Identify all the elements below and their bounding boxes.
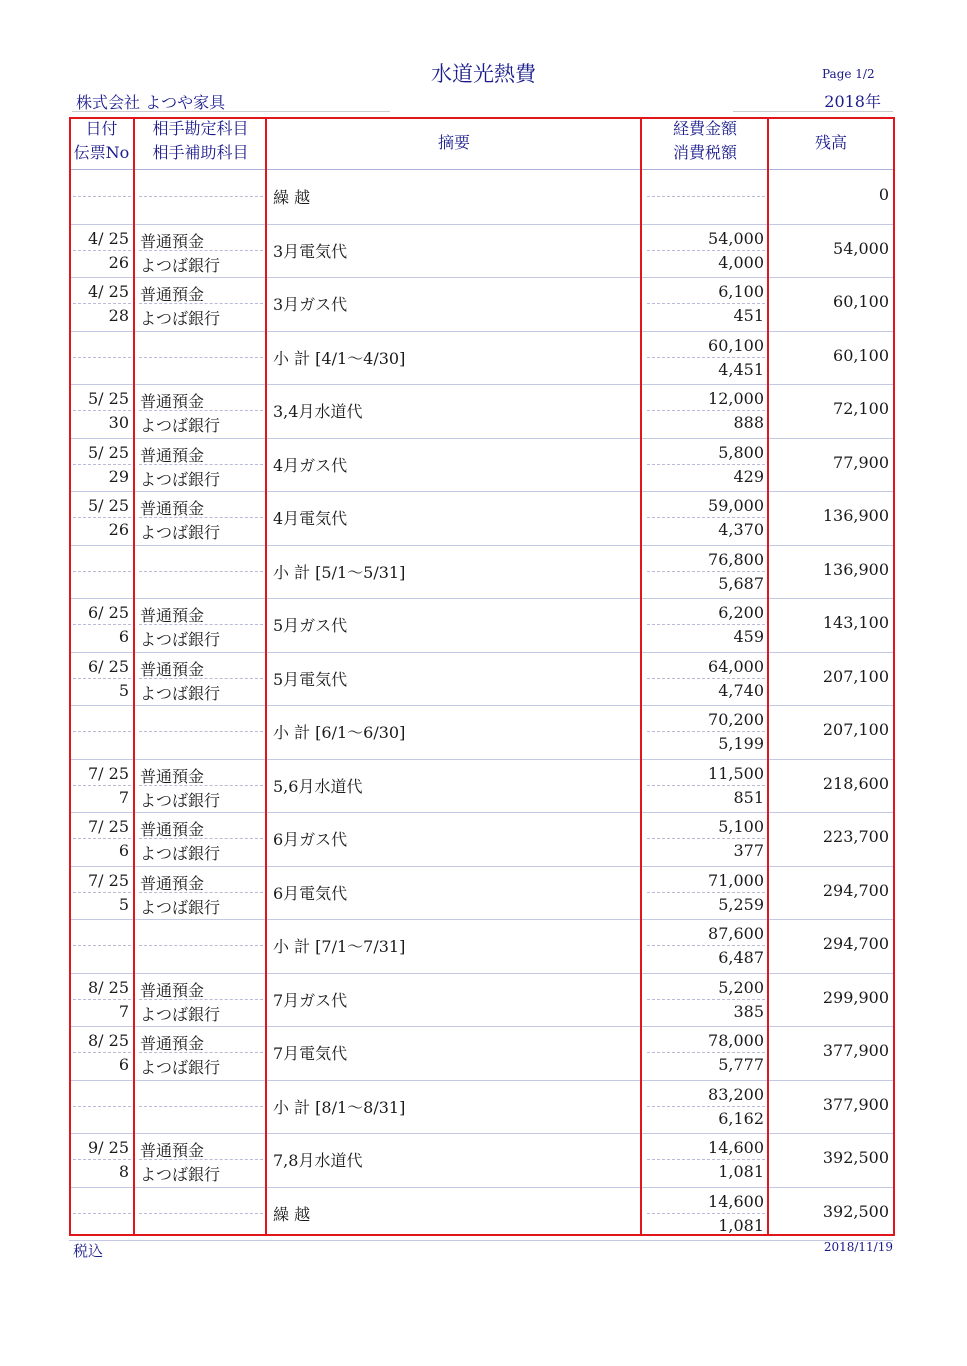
header-tax: 消費税額 xyxy=(672,143,737,162)
row-description: 3月電気代 xyxy=(273,241,348,261)
row-tax: 1,081 xyxy=(718,1215,764,1235)
ledger-row xyxy=(69,1187,893,1242)
row-midline xyxy=(73,731,131,732)
row-midline xyxy=(73,571,131,572)
row-midline xyxy=(647,838,765,839)
row-description: 小 計 [8/1～8/31] xyxy=(273,1097,406,1117)
row-tax: 6,487 xyxy=(718,948,764,967)
ledger-row xyxy=(69,170,893,225)
column-divider xyxy=(767,117,769,1236)
row-balance: 136,900 xyxy=(822,506,889,525)
row-balance: 377,900 xyxy=(822,1041,889,1060)
company-name: 株式会社 よつや家具 xyxy=(76,93,226,112)
row-balance: 143,100 xyxy=(822,613,889,632)
row-subaccount: よつば銀行 xyxy=(140,897,221,917)
row-subaccount: よつば銀行 xyxy=(140,1004,221,1024)
row-midline xyxy=(73,785,131,786)
row-description: 7月電気代 xyxy=(273,1044,348,1063)
ledger-row xyxy=(69,652,893,707)
ledger-row xyxy=(69,1080,893,1135)
row-balance: 392,500 xyxy=(822,1201,889,1221)
row-subaccount: よつば銀行 xyxy=(140,1058,221,1077)
row-account: 普通預金 xyxy=(140,285,205,304)
row-tax: 5,687 xyxy=(718,573,764,593)
ledger-row xyxy=(69,759,893,814)
row-voucher: 6 xyxy=(118,627,129,646)
row-account: 普通預金 xyxy=(140,1141,205,1160)
row-account: 普通預金 xyxy=(140,820,205,839)
ledger-row xyxy=(69,919,893,974)
column-divider xyxy=(640,117,642,1236)
row-date: 5/ 25 xyxy=(87,442,129,462)
row-tax: 4,370 xyxy=(718,520,764,539)
row-date: 7/ 25 xyxy=(87,870,129,890)
row-tax: 5,199 xyxy=(718,734,764,753)
row-tax: 851 xyxy=(733,787,764,807)
header-description: 摘要 xyxy=(437,133,470,152)
row-date: 6/ 25 xyxy=(87,603,129,622)
row-midline xyxy=(139,1106,263,1107)
row-tax: 4,000 xyxy=(718,252,764,272)
row-description: 繰 越 xyxy=(273,1204,311,1224)
row-midline xyxy=(73,250,131,251)
row-midline xyxy=(647,892,765,893)
report-year: 2018年 xyxy=(824,92,881,111)
row-midline xyxy=(73,1159,131,1160)
row-expense: 5,100 xyxy=(718,817,764,836)
row-expense: 78,000 xyxy=(708,1031,764,1050)
row-balance: 54,000 xyxy=(833,238,889,258)
row-description: 4月電気代 xyxy=(273,509,348,528)
row-midline xyxy=(647,1052,765,1053)
report-title: 水道光熱費 xyxy=(431,62,536,86)
year-underline xyxy=(733,111,893,112)
row-balance: 392,500 xyxy=(822,1148,889,1167)
row-account: 普通預金 xyxy=(140,1034,205,1053)
row-midline xyxy=(647,785,765,786)
row-midline xyxy=(73,464,131,465)
row-subaccount: よつば銀行 xyxy=(140,523,221,542)
row-account: 普通預金 xyxy=(140,659,205,679)
ledger-row xyxy=(69,1133,893,1188)
row-midline xyxy=(647,1159,765,1160)
row-midline xyxy=(139,196,263,197)
row-midline xyxy=(73,517,131,518)
row-tax: 6,162 xyxy=(718,1108,764,1128)
ledger-row xyxy=(69,277,893,332)
row-tax: 5,777 xyxy=(718,1055,764,1074)
row-account: 普通預金 xyxy=(140,606,205,625)
row-midline xyxy=(139,731,263,732)
column-divider xyxy=(265,117,267,1236)
row-subaccount: よつば銀行 xyxy=(140,630,221,649)
row-tax: 888 xyxy=(733,413,764,432)
row-balance: 218,600 xyxy=(822,773,889,793)
ledger-row xyxy=(69,491,893,546)
row-subaccount: よつば銀行 xyxy=(140,683,221,703)
row-midline xyxy=(647,196,765,197)
header-balance: 残高 xyxy=(814,133,847,152)
ledger-row xyxy=(69,812,893,867)
row-date: 5/ 25 xyxy=(87,496,129,515)
row-balance: 60,100 xyxy=(833,345,889,365)
row-description: 7月ガス代 xyxy=(273,990,348,1010)
row-description: 小 計 [6/1～6/30] xyxy=(273,723,406,742)
row-midline xyxy=(647,517,765,518)
row-midline xyxy=(73,678,131,679)
header-voucher: 伝票No xyxy=(73,143,130,162)
row-tax: 377 xyxy=(733,841,764,860)
ledger-row xyxy=(69,331,893,386)
row-midline xyxy=(73,196,131,197)
row-account: 普通預金 xyxy=(140,445,205,465)
row-expense: 14,600 xyxy=(708,1191,764,1211)
header-accounts xyxy=(135,117,266,169)
row-expense: 76,800 xyxy=(708,549,764,569)
row-midline xyxy=(139,571,263,572)
row-voucher: 29 xyxy=(108,466,129,486)
row-expense: 5,800 xyxy=(718,442,764,462)
row-midline xyxy=(73,945,131,946)
row-midline xyxy=(73,1213,131,1214)
row-subaccount: よつば銀行 xyxy=(140,790,221,810)
row-midline xyxy=(139,357,263,358)
row-account: 普通預金 xyxy=(140,392,205,411)
row-date: 9/ 25 xyxy=(87,1138,129,1157)
row-balance: 294,700 xyxy=(822,934,889,953)
row-midline xyxy=(139,1213,263,1214)
row-date: 6/ 25 xyxy=(87,656,129,676)
ledger-row xyxy=(69,384,893,439)
header-date-voucher xyxy=(69,117,134,169)
row-midline xyxy=(647,945,765,946)
row-expense: 83,200 xyxy=(708,1084,764,1104)
row-description: 4月ガス代 xyxy=(273,455,348,475)
row-date: 8/ 25 xyxy=(87,1031,129,1050)
row-midline xyxy=(73,1052,131,1053)
row-subaccount: よつば銀行 xyxy=(140,844,221,863)
ledger-row xyxy=(69,545,893,600)
row-balance: 0 xyxy=(878,185,889,204)
row-subaccount: よつば銀行 xyxy=(140,255,221,275)
row-description: 3,4月水道代 xyxy=(273,402,363,421)
row-tax: 1,081 xyxy=(718,1162,764,1181)
row-midline xyxy=(647,999,765,1000)
row-description: 5,6月水道代 xyxy=(273,776,363,796)
row-expense: 11,500 xyxy=(708,763,764,783)
row-midline xyxy=(73,303,131,304)
header-account: 相手勘定科目 xyxy=(152,119,249,138)
row-tax: 5,259 xyxy=(718,894,764,914)
row-midline xyxy=(647,624,765,625)
row-voucher: 26 xyxy=(108,520,129,539)
ledger-row xyxy=(69,438,893,493)
row-balance: 72,100 xyxy=(833,399,889,418)
row-account: 普通預金 xyxy=(140,766,205,786)
row-date: 4/ 25 xyxy=(87,228,129,248)
row-midline xyxy=(647,250,765,251)
header-date: 日付 xyxy=(85,119,118,138)
row-expense: 59,000 xyxy=(708,496,764,515)
row-expense: 71,000 xyxy=(708,870,764,890)
row-tax: 459 xyxy=(733,627,764,646)
row-balance: 60,100 xyxy=(833,292,889,311)
row-description: 5月ガス代 xyxy=(273,616,348,635)
row-midline xyxy=(647,410,765,411)
row-subaccount: よつば銀行 xyxy=(140,469,221,489)
row-expense: 6,100 xyxy=(718,282,764,301)
row-voucher: 7 xyxy=(118,787,129,807)
ledger-row xyxy=(69,1026,893,1081)
company-underline xyxy=(72,111,390,112)
row-voucher: 6 xyxy=(118,1055,129,1074)
row-midline xyxy=(73,410,131,411)
row-balance: 207,100 xyxy=(822,720,889,739)
row-midline xyxy=(73,999,131,1000)
row-balance: 223,700 xyxy=(822,827,889,846)
row-midline xyxy=(73,357,131,358)
row-description: 小 計 [4/1～4/30] xyxy=(273,348,406,368)
row-account: 普通預金 xyxy=(140,873,205,893)
row-midline xyxy=(139,945,263,946)
row-midline xyxy=(647,571,765,572)
row-voucher: 7 xyxy=(118,1001,129,1021)
ledger-row xyxy=(69,598,893,653)
row-description: 7,8月水道代 xyxy=(273,1151,363,1170)
row-balance: 377,900 xyxy=(822,1094,889,1114)
row-balance: 77,900 xyxy=(833,452,889,472)
row-voucher: 6 xyxy=(118,841,129,860)
ledger-table xyxy=(69,117,893,1236)
row-date: 7/ 25 xyxy=(87,817,129,836)
row-expense: 6,200 xyxy=(718,603,764,622)
ledger-row xyxy=(69,866,893,921)
row-description: 小 計 [5/1～5/31] xyxy=(273,562,406,582)
row-expense: 12,000 xyxy=(708,389,764,408)
row-subaccount: よつば銀行 xyxy=(140,416,221,435)
header-amounts xyxy=(642,117,768,169)
row-midline xyxy=(73,892,131,893)
print-date: 2018/11/19 xyxy=(823,1240,893,1254)
header-subaccount: 相手補助科目 xyxy=(152,143,249,162)
row-expense: 64,000 xyxy=(708,656,764,676)
row-subaccount: よつば銀行 xyxy=(140,1165,221,1184)
row-midline xyxy=(647,678,765,679)
row-date: 4/ 25 xyxy=(87,282,129,301)
row-description: 3月ガス代 xyxy=(273,295,348,314)
ledger-row xyxy=(69,705,893,760)
page-number: Page 1/2 xyxy=(822,67,875,81)
row-voucher: 30 xyxy=(108,413,129,432)
row-date: 5/ 25 xyxy=(87,389,129,408)
row-midline xyxy=(647,1213,765,1214)
row-midline xyxy=(647,303,765,304)
tax-note: 税込 xyxy=(73,1242,104,1260)
row-tax: 451 xyxy=(733,306,764,325)
row-balance: 294,700 xyxy=(822,880,889,900)
row-midline xyxy=(647,731,765,732)
row-date: 8/ 25 xyxy=(87,977,129,997)
row-subaccount: よつば銀行 xyxy=(140,309,221,328)
row-balance: 299,900 xyxy=(822,987,889,1007)
row-expense: 14,600 xyxy=(708,1138,764,1157)
row-midline xyxy=(73,838,131,839)
row-voucher: 26 xyxy=(108,252,129,272)
row-balance: 136,900 xyxy=(822,559,889,579)
row-balance: 207,100 xyxy=(822,666,889,686)
row-expense: 60,100 xyxy=(708,335,764,355)
row-tax: 385 xyxy=(733,1001,764,1021)
header-expense: 経費金額 xyxy=(672,119,737,138)
row-tax: 4,740 xyxy=(718,680,764,700)
row-voucher: 5 xyxy=(118,894,129,914)
row-date: 7/ 25 xyxy=(87,763,129,783)
row-expense: 5,200 xyxy=(718,977,764,997)
ledger-row xyxy=(69,224,893,279)
row-midline xyxy=(647,464,765,465)
row-description: 小 計 [7/1～7/31] xyxy=(273,937,406,956)
row-tax: 4,451 xyxy=(718,359,764,379)
row-voucher: 8 xyxy=(118,1162,129,1181)
row-expense: 70,200 xyxy=(708,710,764,729)
row-account: 普通預金 xyxy=(140,499,205,518)
row-voucher: 28 xyxy=(108,306,129,325)
row-expense: 87,600 xyxy=(708,924,764,943)
ledger-row xyxy=(69,973,893,1028)
row-description: 6月ガス代 xyxy=(273,830,348,849)
row-description: 5月電気代 xyxy=(273,669,348,689)
row-account: 普通預金 xyxy=(140,980,205,1000)
column-divider xyxy=(133,117,135,1236)
row-expense: 54,000 xyxy=(708,228,764,248)
row-tax: 429 xyxy=(733,466,764,486)
row-midline xyxy=(647,1106,765,1107)
row-midline xyxy=(73,1106,131,1107)
row-description: 6月電気代 xyxy=(273,883,348,903)
row-midline xyxy=(73,624,131,625)
row-description: 繰 越 xyxy=(273,188,311,207)
row-midline xyxy=(647,357,765,358)
row-account: 普通預金 xyxy=(140,231,205,251)
row-voucher: 5 xyxy=(118,680,129,700)
